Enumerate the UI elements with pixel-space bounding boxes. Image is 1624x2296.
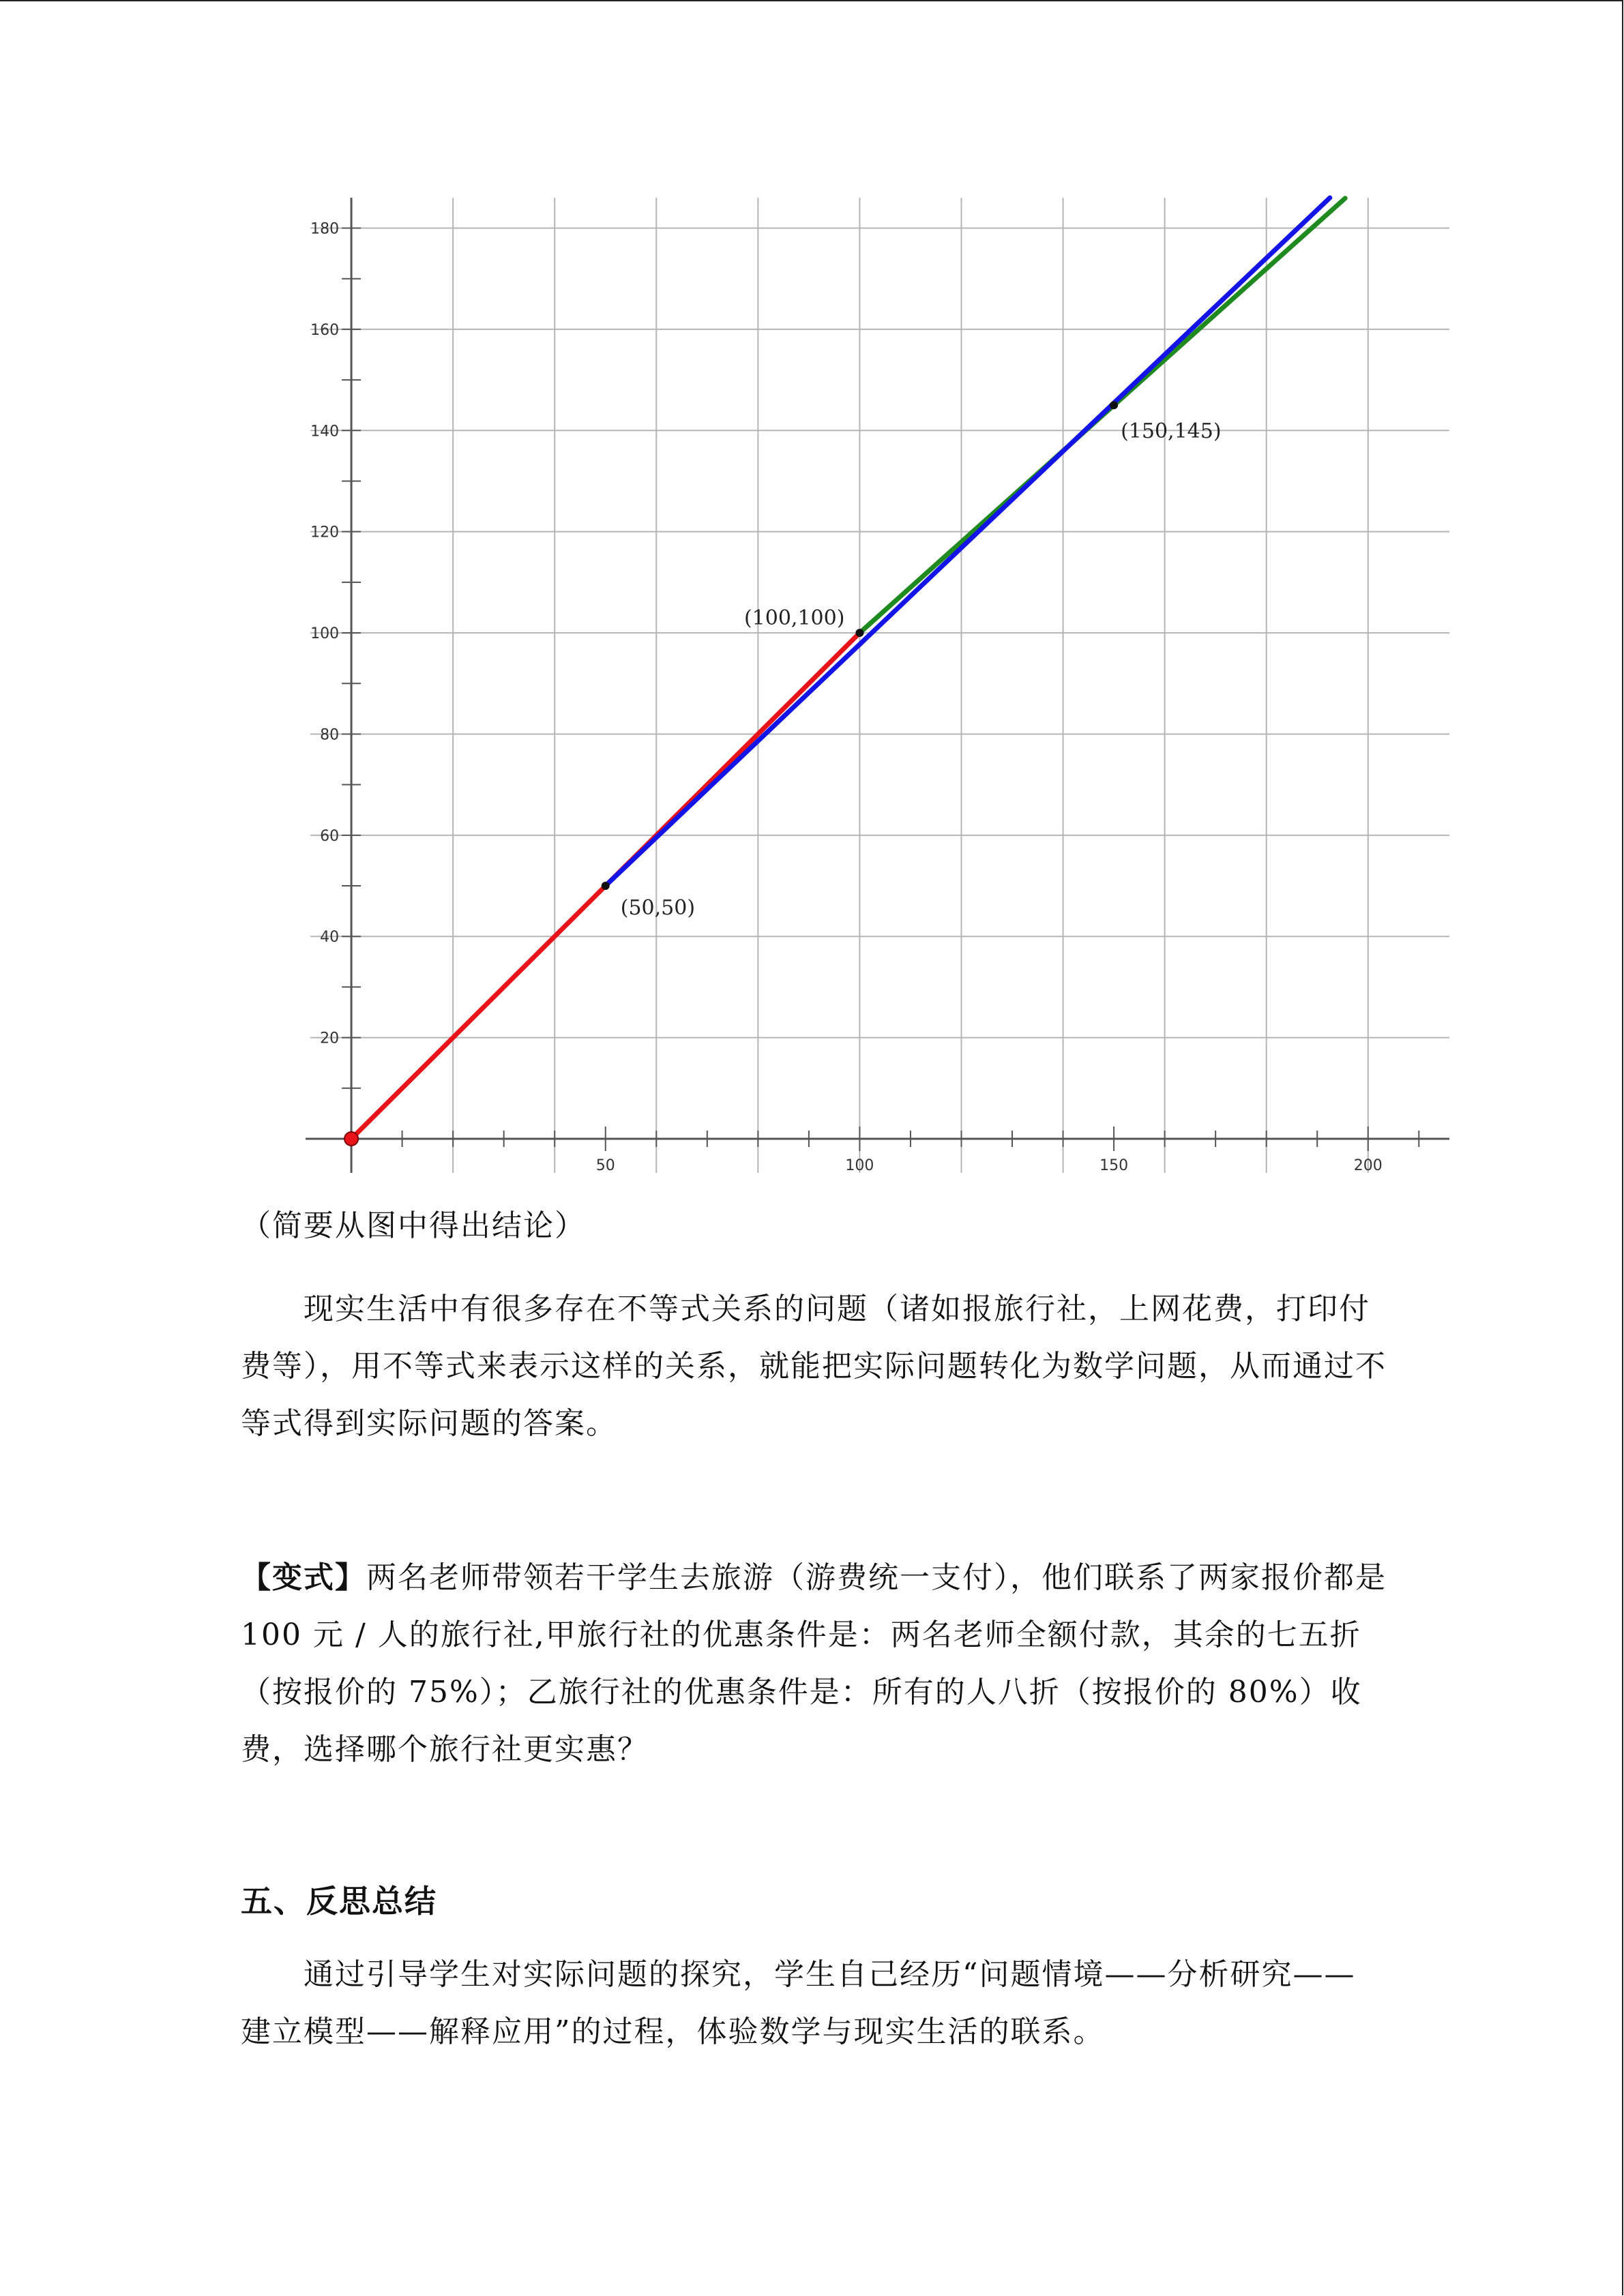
y-tick-label: 80 <box>320 726 340 744</box>
data-point <box>1110 401 1118 409</box>
section-heading-reflection: 五、反思总结 <box>241 1883 437 1920</box>
y-tick-label: 160 <box>310 321 340 339</box>
origin-point <box>344 1132 358 1146</box>
x-tick-label: 100 <box>845 1157 874 1174</box>
y-tick-label: 140 <box>310 423 340 441</box>
chart-grid <box>310 198 1449 1173</box>
y-tick-label: 20 <box>320 1030 340 1047</box>
paragraph-variant <box>241 1549 1387 1778</box>
series-line-3 <box>606 198 1330 886</box>
point-label: (100,100) <box>743 606 845 631</box>
y-tick-label: 120 <box>310 524 340 541</box>
chart-points <box>344 401 1221 1146</box>
y-tick-label: 180 <box>310 220 340 238</box>
chart-axes <box>306 198 1449 1174</box>
chart-series <box>351 198 1345 1139</box>
paragraph-real-life: 现实生活中有很多存在不等式关系的问题（诸如报旅行社，上网花费，打印付费等），用不等式来表示这样的关系，就能把实际问题转化为数学问题，从而通过不等式得到实际问题的答案。 <box>241 1292 1387 1441</box>
y-tick-label: 40 <box>320 929 340 946</box>
paragraph-reflection: 通过引导学生对实际问题的探究，学生自己经历“问题情境——分析研究——建立模型——解释应用”的过程，体验数学与现实生活的联系。 <box>241 1957 1356 2049</box>
point-label: (150,145) <box>1121 419 1222 444</box>
data-point <box>602 882 610 890</box>
point-label: (50,50) <box>620 896 696 921</box>
x-tick-label: 150 <box>1099 1157 1129 1174</box>
y-tick-label: 60 <box>320 827 340 845</box>
data-point <box>855 629 863 637</box>
y-tick-label: 100 <box>310 625 340 643</box>
variant-tag: 【变式】 <box>241 1560 366 1595</box>
variant-text: 两名老师带领若干学生去旅游（游费统一支付），他们联系了两家报价都是 100 元 / 人的旅行社,甲旅行社的优惠条件是：两名老师全额付款，其余的七五折（按报价的 75%）；乙旅行社的优惠条件是：所有的人八折（按报价的 80%）收费，选择哪个旅行社更实惠？ <box>241 1560 1387 1767</box>
x-tick-label: 200 <box>1353 1157 1383 1174</box>
chart-caption: （简要从图中得出结论） <box>241 1208 586 1243</box>
line-chart <box>286 184 1460 1193</box>
x-tick-label: 50 <box>595 1157 615 1174</box>
